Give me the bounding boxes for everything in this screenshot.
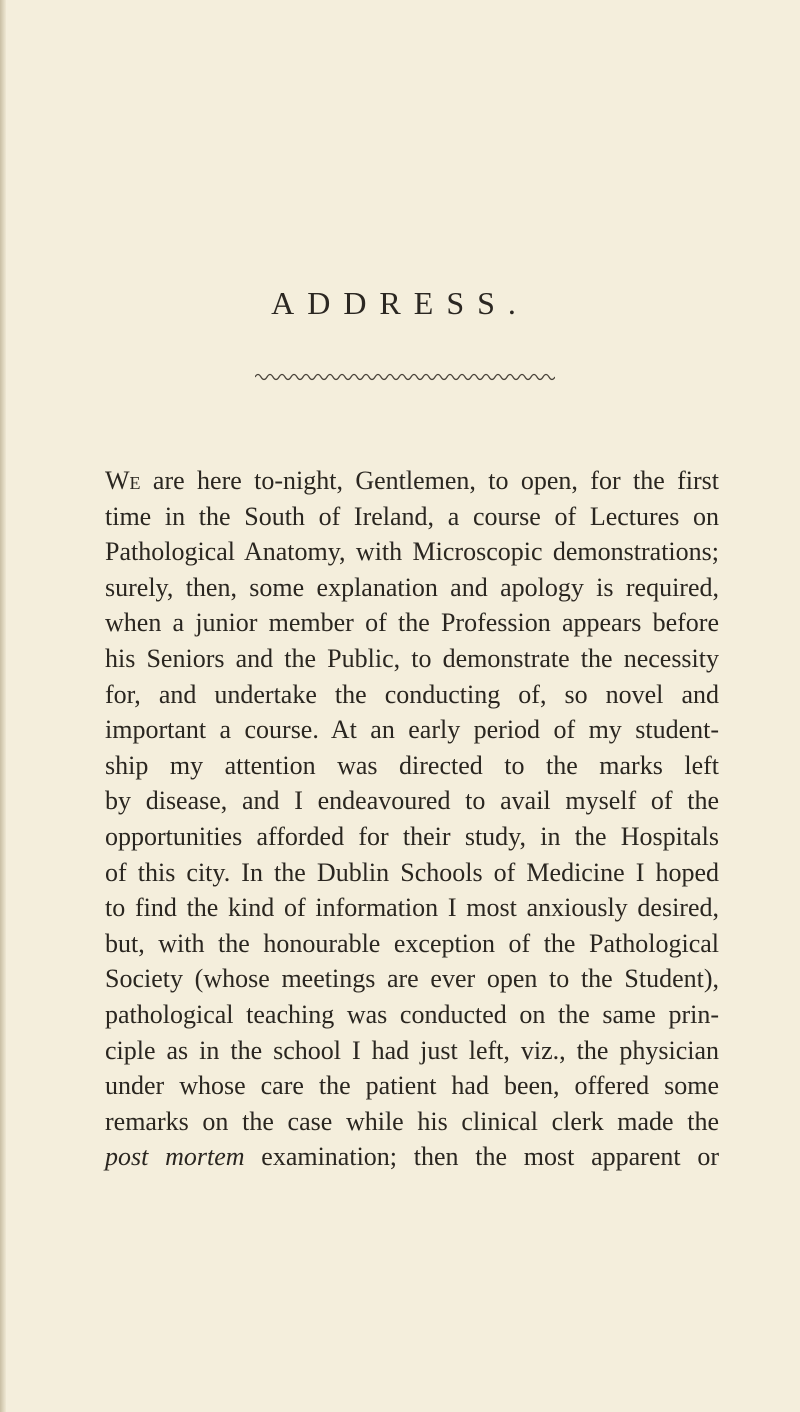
text-line-11: opportunities afforded for their study, in the Hospitals [105,821,719,851]
page-edge [0,0,6,1412]
body-text [105,463,719,1175]
text-line-16: pathological teaching was conducted on the same prin- [105,999,719,1029]
text-line-2: time in the South of Ireland, a course of Lectures on [105,501,719,531]
text-line-14: but, with the honourable exception of the Pathological [105,928,719,958]
text-line-9: ship my attention was directed to the marks left [105,750,719,780]
text-line-3: Pathological Anatomy, with Microscopic demonstrations; [105,537,719,567]
text-line-15: Society (whose meetings are ever open to the Student), [105,964,719,994]
text-line-6: his Seniors and the Public, to demonstrate the necessity [105,643,719,673]
drop-word: We [105,466,141,495]
text-line-18: under whose care the patient had been, offered some [105,1071,719,1101]
section-heading: ADDRESS. [271,285,529,321]
text-line-12: of this city. In the Dublin Schools of Medicine I hoped [105,857,719,887]
text-line-5: when a junior member of the Profession appears before [105,608,719,638]
text-line-1: We are here to-night, Gentlemen, to open, for the first [105,466,719,495]
text-line-7: for, and undertake the conducting of, so novel and [105,679,719,709]
italic-phrase: post mortem [105,1142,245,1172]
text-line-4: surely, then, some explanation and apology is required, [105,572,719,602]
text-line-13: to find the kind of information I most anxiously desired, [105,893,719,923]
text-line-20: post mortem examination; then the most apparent or [105,1142,719,1172]
ornamental-rule [255,370,555,384]
text-line-8: important a course. At an early period of my student- [105,715,719,745]
text-line-17: ciple as in the school I had just left, viz., the physician [105,1035,719,1065]
text-line-19: remarks on the case while his clinical clerk made the [105,1106,719,1136]
text-line-10: by disease, and I endeavoured to avail myself of the [105,786,719,816]
